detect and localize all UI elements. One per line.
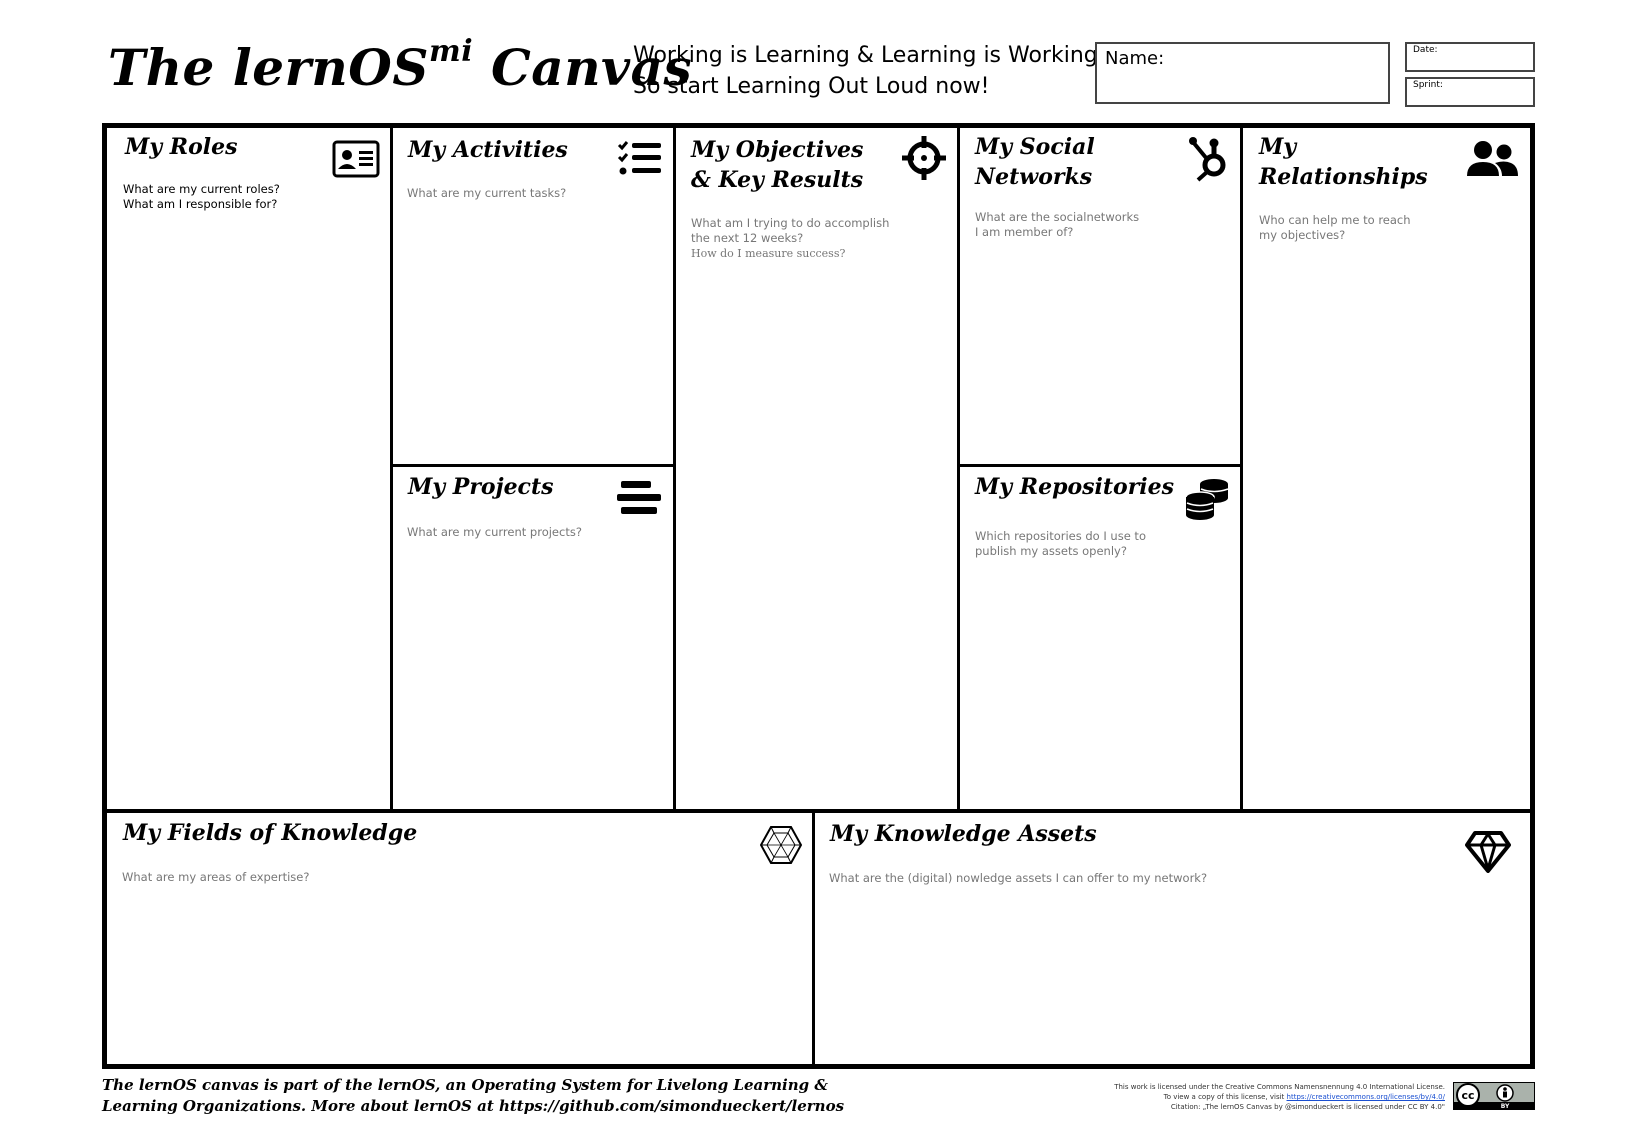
section-activities[interactable] [393,126,673,462]
section-roles[interactable] [108,126,388,806]
license-link[interactable]: https://creativecommons.org/licenses/by/4.0/ [1286,1093,1445,1101]
polyhedron-icon [760,825,802,865]
tagline [633,40,1098,102]
objectives-title: My Objectives & Key Results [691,137,864,193]
coins-stack-icon [1184,477,1230,521]
name-field[interactable] [1095,42,1390,104]
projects-bars-icon [617,479,661,517]
checklist-icon [617,140,663,176]
date-label: Date: [1413,45,1438,55]
page-title: The lernOS$^{mi}$ Canvas [108,34,693,97]
svg-text:BY: BY [1500,1103,1510,1110]
svg-text:cc: cc [1461,1089,1475,1102]
name-label: Name: [1105,48,1165,69]
fields-question: What are my areas of expertise? [122,870,310,884]
objectives-question-2: How do I measure success? [691,247,846,260]
assets-title: My Knowledge Assets [830,821,1097,847]
section-social-networks[interactable] [960,126,1240,462]
projects-title: My Projects [408,474,554,500]
section-fields-of-knowledge[interactable] [108,813,810,1063]
objectives-question: What am I trying to do accomplish the next 12 weeks? [691,216,890,245]
roles-question: What are my current roles? What am I responsible for? [123,182,280,211]
license-text [1060,1082,1445,1112]
section-knowledge-assets[interactable] [815,813,1530,1063]
license-line-3: Citation: „The lernOS Canvas by @simondueckert is licensed under CC BY 4.0" [1170,1103,1445,1111]
tagline-line-2: So start Learning Out Loud now! [633,74,990,99]
social-title: My Social Networks [975,134,1095,190]
id-card-icon [332,140,380,178]
repositories-title: My Repositories [975,474,1175,500]
section-objectives[interactable] [676,126,956,806]
activities-question: What are my current tasks? [407,186,567,200]
users-icon [1465,140,1519,178]
sprint-field[interactable] [1405,77,1535,107]
section-relationships[interactable] [1243,126,1530,806]
relationships-question: Who can help me to reach my objectives? [1259,213,1411,242]
license-line-1: This work is licensed under the Creative Commons Namensnennung 4.0 International License. [1114,1083,1445,1091]
cc-by-badge-icon[interactable] [1453,1082,1535,1110]
tagline-line-1: Working is Learning & Learning is Working [633,43,1098,68]
roles-title: My Roles [125,134,238,160]
hubspot-network-icon [1188,136,1230,182]
section-projects[interactable] [393,467,673,807]
section-repositories[interactable] [960,467,1240,807]
footer-text: The lernOS canvas is part of the lernOS, an Operating System for Livelong Learning & Learning Organizations. More about lernOS at https://github.com/simondueckert/lernos [102,1076,845,1115]
license-line-2: To view a copy of this license, visit https://creativecommons.org/licenses/by/4.0/ [1163,1093,1445,1101]
sprint-label: Sprint: [1413,80,1443,90]
relationships-title: My Relationships [1259,134,1428,190]
social-question: What are the socialnetworks I am member of? [975,210,1140,239]
activities-title: My Activities [408,137,568,163]
fields-title: My Fields of Knowledge [123,820,418,846]
projects-question: What are my current projects? [407,525,582,539]
date-field[interactable] [1405,42,1535,72]
diamond-icon [1465,831,1511,873]
repositories-question: Which repositories do I use to publish my assets openly? [975,529,1146,558]
crosshair-icon [902,136,946,180]
assets-question: What are the (digital) nowledge assets I can offer to my network? [829,871,1208,885]
